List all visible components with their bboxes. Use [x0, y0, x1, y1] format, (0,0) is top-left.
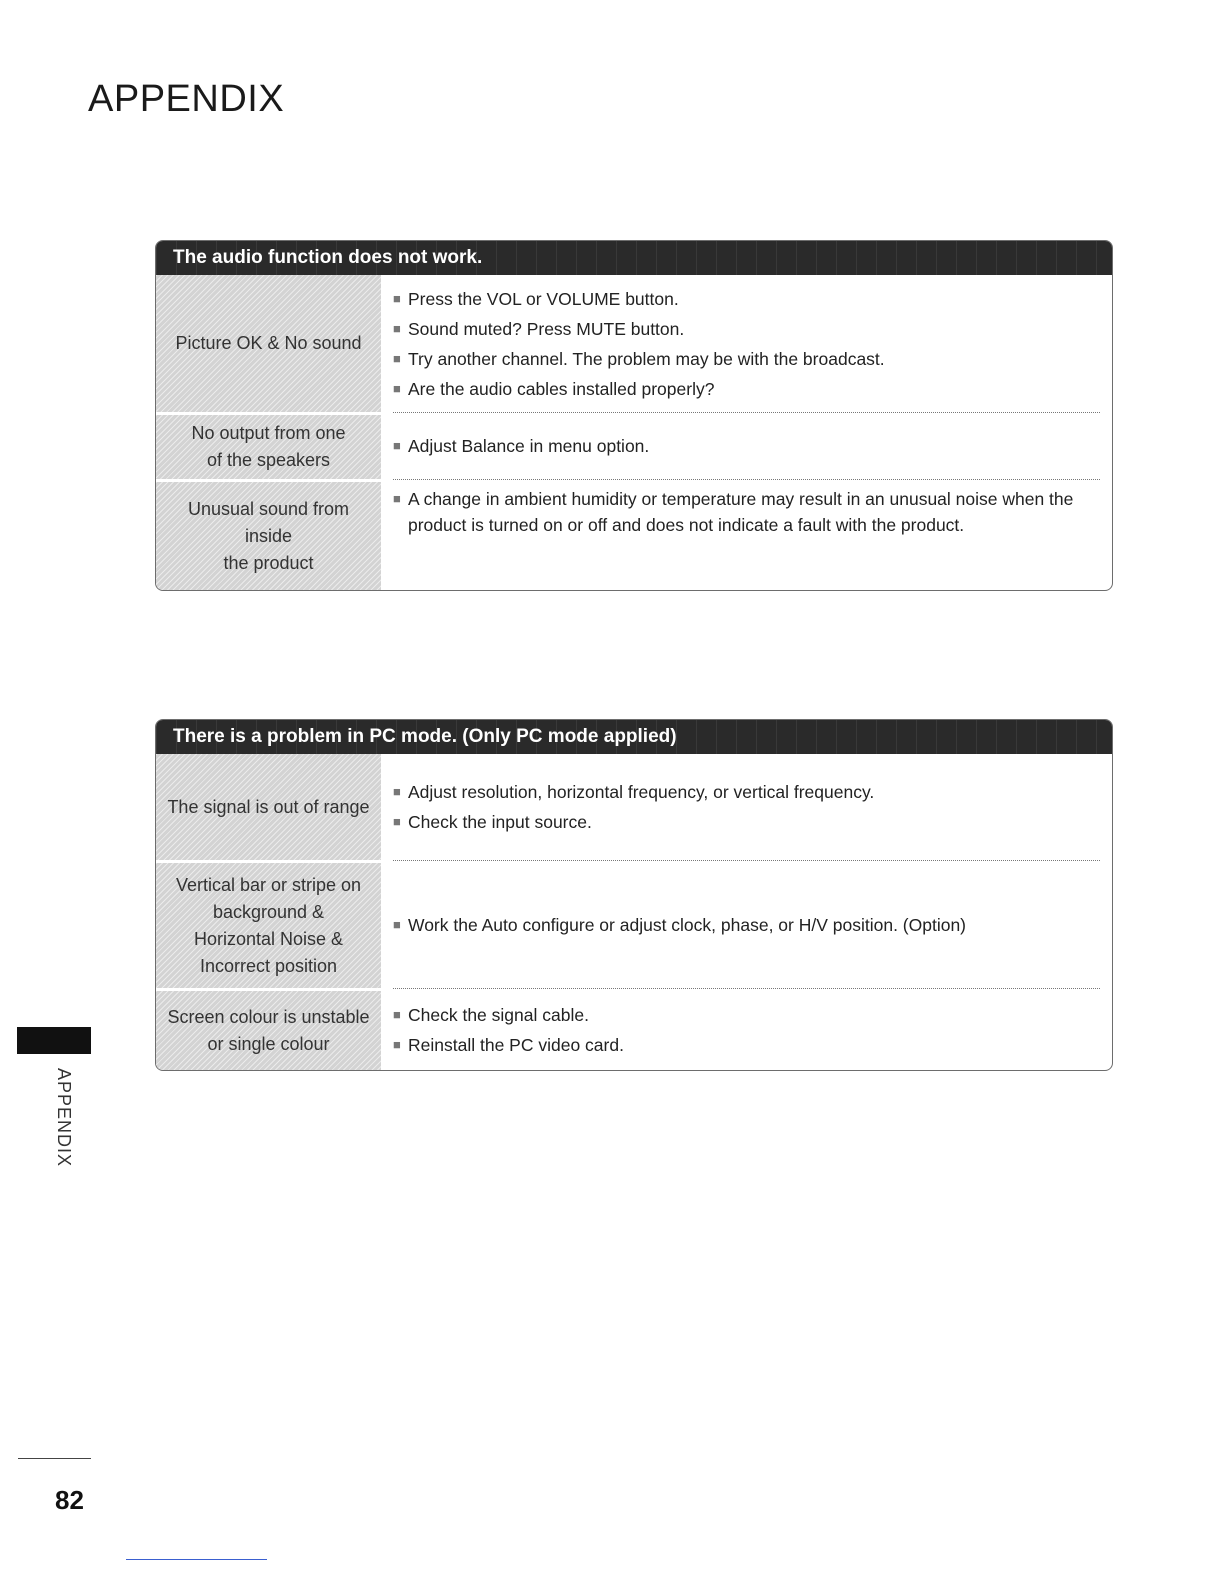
page-title: APPENDIX: [88, 78, 285, 120]
list-item: ■ Adjust resolution, horizontal frequency, or vertical frequency.: [393, 777, 1100, 807]
footer-divider: [18, 1458, 91, 1459]
list-item: ■ Press the VOL or VOLUME button.: [393, 284, 1100, 314]
pc-table-header: There is a problem in PC mode. (Only PC mode applied): [156, 720, 1112, 754]
square-bullet-icon: ■: [393, 491, 401, 506]
table-row: [156, 860, 1112, 988]
symptom-text: Picture OK & No sound: [175, 333, 362, 353]
symptom-text: Vertical bar or stripe on background & Horizontal Noise & Incorrect position: [175, 874, 362, 976]
solution-cell: [393, 860, 1100, 988]
section-tab-marker: [17, 1027, 91, 1054]
symptom-label: [156, 860, 381, 988]
list-item: ■ Try another channel. The problem may be with the broadcast.: [393, 344, 1100, 374]
solution-cell: [393, 988, 1100, 1070]
list-item: ■ Check the signal cable.: [393, 1000, 1100, 1030]
square-bullet-icon: ■: [393, 350, 401, 366]
symptom-label: [156, 275, 381, 412]
table-row: [156, 412, 1112, 479]
solution-cell: [393, 479, 1100, 590]
table-row: [156, 479, 1112, 590]
symptom-label: [156, 412, 381, 479]
list-item: ■ Work the Auto configure or adjust clock, phase, or H/V position. (Option): [393, 910, 1100, 940]
list-item: ■ Check the input source.: [393, 807, 1100, 837]
pc-mode-troubleshooting-table: [155, 719, 1113, 1071]
symptom-label: [156, 754, 381, 860]
symptom-label: [156, 479, 381, 590]
symptom-text: The signal is out of range: [167, 796, 370, 817]
solution-cell: [393, 412, 1100, 479]
table-row: [156, 988, 1112, 1070]
square-bullet-icon: ■: [393, 814, 401, 829]
list-item: ■ A change in ambient humidity or temperature may result in an unusual noise when the product is turned on or off and does not indicate a fault with the product.: [393, 486, 1100, 538]
square-bullet-icon: ■: [393, 784, 401, 799]
side-section-label: APPENDIX: [54, 1068, 74, 1168]
square-bullet-icon: ■: [393, 438, 401, 453]
list-item: ■ Are the audio cables installed properly?: [393, 374, 1100, 404]
square-bullet-icon: ■: [393, 1006, 401, 1022]
solution-cell: [393, 754, 1100, 860]
square-bullet-icon: ■: [393, 290, 401, 306]
symptom-text: Unusual sound from inside the product: [187, 498, 350, 573]
table-row: [156, 275, 1112, 412]
list-item: ■ Sound muted? Press MUTE button.: [393, 314, 1100, 344]
list-item: ■ Adjust Balance in menu option.: [393, 431, 1100, 461]
square-bullet-icon: ■: [393, 916, 401, 932]
symptom-text: Screen colour is unstable or single colour: [167, 1006, 370, 1054]
symptom-label: [156, 988, 381, 1070]
audio-table-header: The audio function does not work.: [156, 241, 1112, 275]
symptom-text: No output from one of the speakers: [191, 423, 346, 470]
audio-troubleshooting-table: [155, 240, 1113, 591]
bottom-rule: [126, 1559, 267, 1560]
square-bullet-icon: ■: [393, 320, 401, 336]
page-number: 82: [55, 1485, 84, 1515]
solution-cell: [393, 275, 1100, 412]
square-bullet-icon: ■: [393, 1036, 401, 1052]
table-row: [156, 754, 1112, 860]
square-bullet-icon: ■: [393, 380, 401, 396]
list-item: ■ Reinstall the PC video card.: [393, 1030, 1100, 1060]
